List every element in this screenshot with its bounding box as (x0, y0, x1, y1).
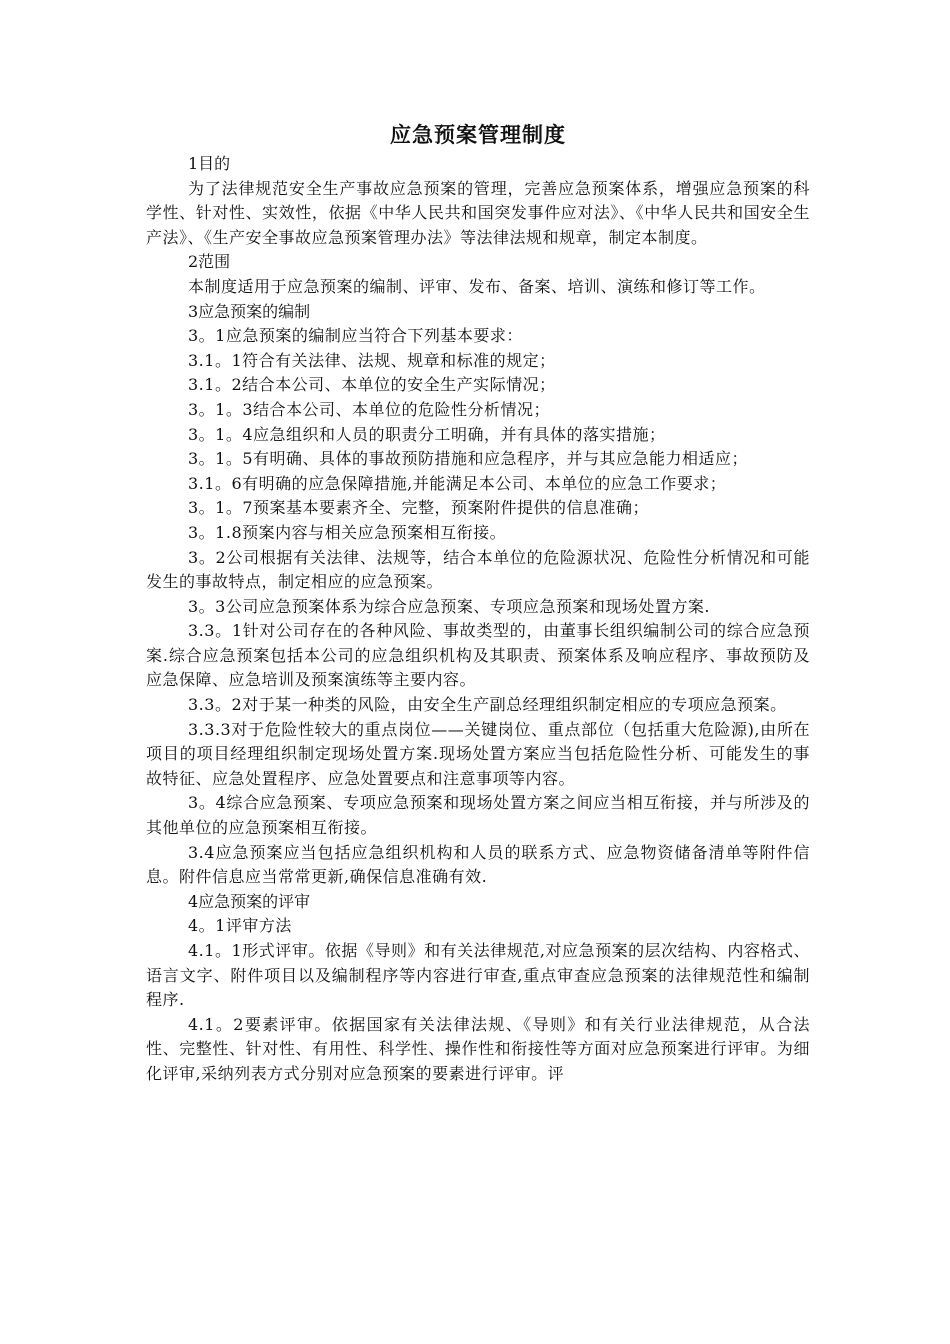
clause-3-1: 3。1应急预案的编制应当符合下列基本要求： (188, 326, 523, 346)
clause-3-1-3: 3。1。3结合本公司、本单位的危险性分析情况； (188, 399, 551, 419)
clause-3-2: 3。2公司根据有关法律、法规等，结合本单位的危险源状况、危险性分析情况和可能发生的事故特点，制定相应的应急预案。 (146, 547, 810, 592)
section-heading-purpose: 1目的 (188, 154, 231, 173)
clause-4-1-1: 4.1。1形式评审。依据《导则》和有关法律规范,对应急预案的层次结构、内容格式、语言文字、附件项目以及编制程序等内容进行审查,重点审查应急预案的法律规范性和编制程序. (146, 941, 810, 1010)
document-page (146, 118, 810, 1087)
section-heading-review: 4应急预案的评审 (188, 891, 311, 911)
document-body (146, 152, 810, 1087)
clause-3-3: 3。3公司应急预案体系为综合应急预案、专项应急预案和现场处置方案. (188, 596, 710, 616)
clause-3-1-6: 3.1。6有明确的应急保障措施,并能满足本公司、本单位的应急工作要求； (188, 473, 727, 493)
clause-3-1-2: 3.1。2结合本公司、本单位的安全生产实际情况； (188, 375, 556, 395)
document-title: 应急预案管理制度 (390, 123, 566, 147)
clause-3-1-4: 3。1。4应急组织和人员的职责分工明确，并有具体的落实措施； (188, 424, 666, 444)
clause-3-1-8: 3。1.8预案内容与相关应急预案相互衔接。 (188, 522, 507, 542)
clause-3-1-7: 3。1。7预案基本要素齐全、完整，预案附件提供的信息准确； (188, 498, 650, 518)
clause-4-1: 4。1评审方法 (188, 916, 292, 936)
paragraph-purpose: 为了法律规范安全生产事故应急预案的管理，完善应急预案体系，增强应急预案的科学性、针对性、实效性，依据《中华人民共和国突发事件应对法》、《中华人民共和国安全生产法》、《生产安全事故应急预案管理办法》等法律法规和规章，制定本制度。 (146, 178, 810, 247)
clause-3-3-1: 3.3。1针对公司存在的各种风险、事故类型的，由董事长组织编制公司的综合应急预案.综合应急预案包括本公司的应急组织机构及其职责、预案体系及响应程序、事故预防及应急保障、应急培训及预案演练等主要内容。 (146, 621, 810, 690)
clause-3-1-1: 3.1。1符合有关法律、法规、规章和标准的规定； (188, 350, 556, 370)
clause-3-3-3: 3.3.3对于危险性较大的重点岗位——关键岗位、重点部位（包括重大危险源),由所在项目的项目经理组织制定现场处置方案.现场处置方案应当包括危险性分析、可能发生的事故特征、应急处置程序、应急处置要点和注意事项等内容。 (146, 719, 810, 788)
clause-3-4-attachments: 3.4应急预案应当包括应急组织机构和人员的联系方式、应急物资储备清单等附件信息。附件信息应当常常更新,确保信息准确有效. (146, 842, 810, 887)
clause-3-4: 3。4综合应急预案、专项应急预案和现场处置方案之间应当相互衔接，并与所涉及的其他单位的应急预案相互衔接。 (146, 793, 810, 838)
paragraph-scope: 本制度适用于应急预案的编制、评审、发布、备案、培训、演练和修订等工作。 (188, 276, 766, 296)
clause-3-3-2: 3.3。2对于某一种类的风险，由安全生产副总经理组织制定相应的专项应急预案。 (188, 695, 787, 715)
clause-3-1-5: 3。1。5有明确、具体的事故预防措施和应急程序，并与其应急能力相适应； (188, 449, 749, 469)
section-heading-scope: 2范围 (188, 252, 231, 272)
clause-4-1-2: 4.1。2要素评审。依据国家有关法律法规、《导则》和有关行业法律规范，从合法性、完整性、针对性、有用性、科学性、操作性和衔接性等方面对应急预案进行评审。为细化评审,采纳列表方式分别对应急预案的要素进行评审。评 (146, 1014, 810, 1083)
section-heading-compilation: 3应急预案的编制 (188, 301, 311, 321)
